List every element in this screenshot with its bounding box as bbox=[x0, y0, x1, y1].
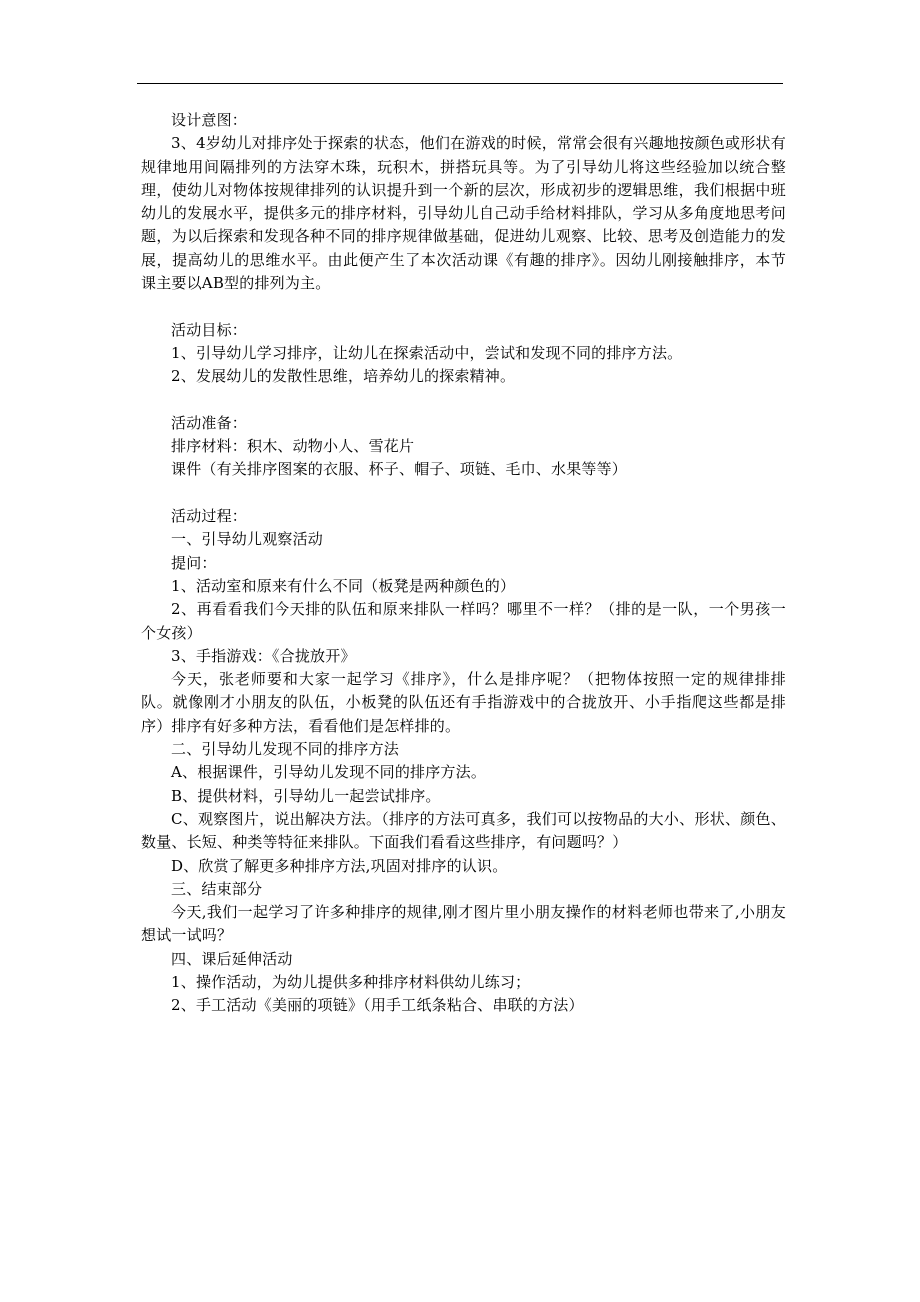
process-line: D、欣赏了解更多种排序方法,巩固对排序的认识。 bbox=[171, 856, 508, 875]
process-subheading: 三、结束部分 bbox=[171, 879, 263, 898]
header-rule bbox=[137, 83, 783, 84]
process-line: C、观察图片，说出解决方法。（排序的方法可真多，我们可以按物品的大小、形状、颜色、数量、长短、种类等特征来排队。下面我们看看这些排序，有问题吗？） bbox=[141, 809, 786, 852]
process-subheading: 一、引导幼儿观察活动 bbox=[171, 530, 324, 549]
section-heading-goals: 活动目标： bbox=[171, 320, 248, 339]
preparation-item: 课件（有关排序图案的衣服、杯子、帽子、项链、毛巾、水果等等） bbox=[171, 460, 628, 479]
section-heading-process: 活动过程： bbox=[171, 507, 248, 526]
document-body bbox=[141, 109, 786, 1018]
spacer bbox=[141, 482, 786, 505]
goal-item: 1、引导幼儿学习排序，让幼儿在探索活动中，尝试和发现不同的排序方法。 bbox=[171, 343, 683, 362]
process-line: 提问： bbox=[171, 553, 217, 572]
process-line: 2、手工活动《美丽的项链》（用手工纸条粘合、串联的方法） bbox=[171, 996, 584, 1015]
section-heading-design-intent: 设计意图： bbox=[171, 111, 248, 129]
process-line: 今天,我们一起学习了许多种排序的规律,刚才图片里小朋友操作的材料老师也带来了,小朋友想试一试吗？ bbox=[141, 903, 786, 945]
preparation-item: 排序材料：积木、动物小人、雪花片 bbox=[171, 437, 415, 456]
section-heading-preparation: 活动准备： bbox=[171, 413, 248, 432]
process-line: 1、活动室和原来有什么不同（板凳是两种颜色的） bbox=[171, 576, 516, 595]
goal-item: 2、发展幼儿的发散性思维，培养幼儿的探索精神。 bbox=[171, 367, 516, 386]
process-line: B、提供材料，引导幼儿一起尝试排序。 bbox=[171, 786, 441, 805]
process-subheading: 四、课后延伸活动 bbox=[171, 949, 293, 968]
spacer bbox=[141, 389, 786, 412]
process-line: 2、再看看我们今天排的队伍和原来排队一样吗？哪里不一样？（排的是一队，一个男孩一个女孩） bbox=[141, 600, 786, 642]
process-line: 3、手指游戏：《合拢放开》 bbox=[171, 646, 356, 665]
design-intent-paragraph: 3、4岁幼儿对排序处于探索的状态，他们在游戏的时候，常常会很有兴趣地按颜色或形状有规律地用间隔排列的方法穿木珠，玩积木，拼搭玩具等。为了引导幼儿将这些经验加以统合整理，使幼儿对物体按规律排列的认识提升到一个新的层次，形成初步的逻辑思维，我们根据中班幼儿的发展水平，提供多元的排序材料，引导幼儿自己动手给材料排队，学习从多角度地思考问题，为以后探索和发现各种不同的排序规律做基础，促进幼儿观察、比较、思考及创造能力的发展，提高幼儿的思维水平。由此便产生了本次活动课《有趣的排序》。因幼儿刚接触排序，本节课主要以AB型的排列为主。 bbox=[141, 134, 786, 293]
spacer bbox=[141, 295, 786, 318]
process-line: 1、操作活动，为幼儿提供多种排序材料供幼儿练习； bbox=[171, 972, 531, 991]
process-line: A、根据课件，引导幼儿发现不同的排序方法。 bbox=[171, 763, 487, 782]
process-subheading: 二、引导幼儿发现不同的排序方法 bbox=[171, 740, 400, 759]
process-line: 今天，张老师要和大家一起学习《排序》，什么是排序呢？（把物体按照一定的规律排排队。就像刚才小朋友的队伍，小板凳的队伍还有手指游戏中的合拢放开、小手指爬这些都是排序）排序有好多种方法，看看他们是怎样排的。 bbox=[141, 670, 786, 735]
